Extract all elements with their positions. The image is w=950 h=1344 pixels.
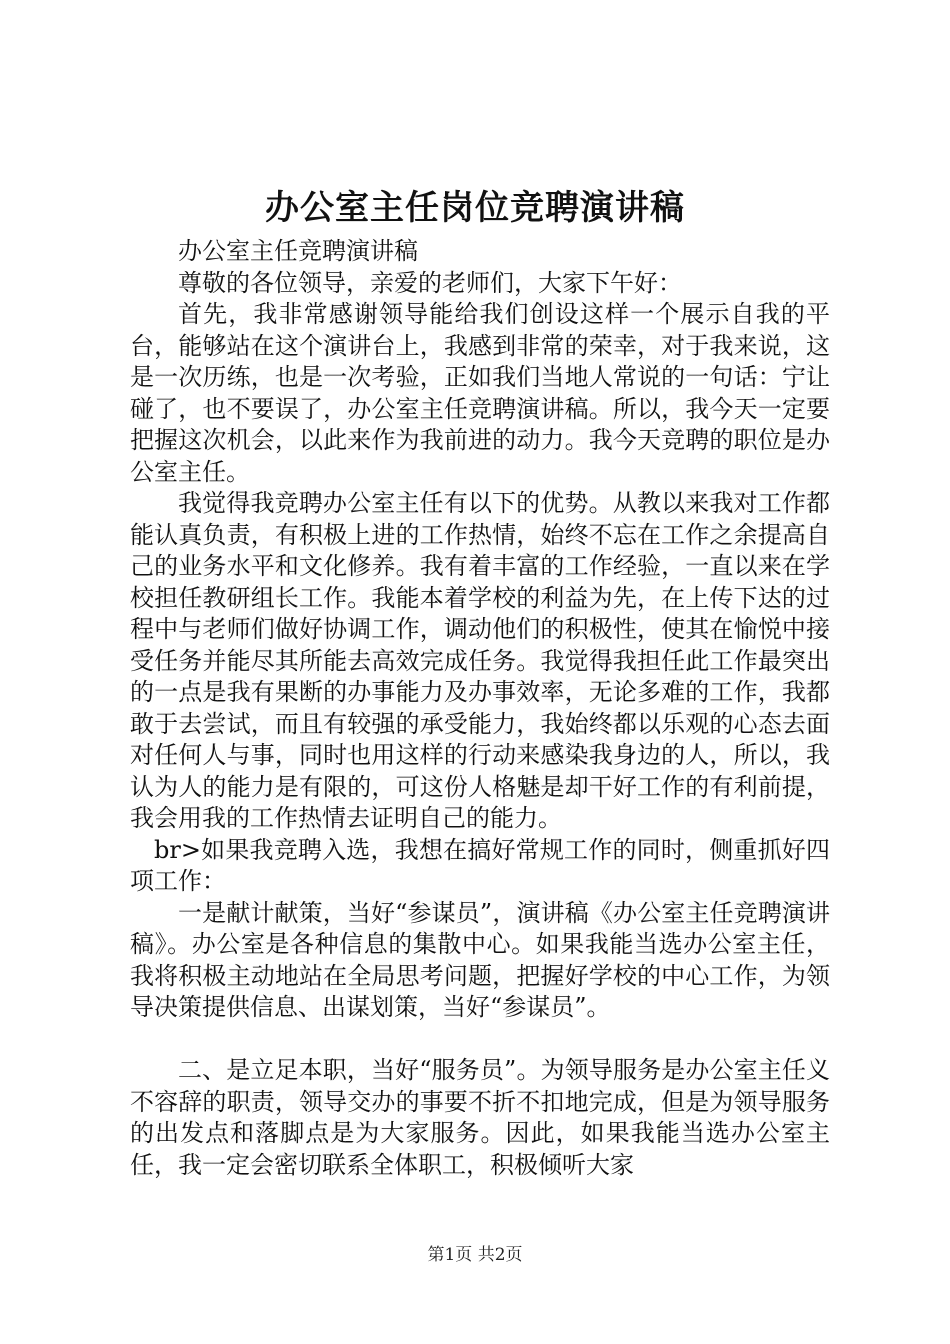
paragraph-plan: br>如果我竞聘入选，我想在搞好常规工作的同时，侧重抓好四项工作： (130, 835, 830, 895)
paragraph-point-two: 二、是立足本职，当好“服务员”。为领导服务是办公室主任义不容辞的职责，领导交办的事要不折不扣地完成，但是为领导服务的出发点和落脚点是为大家服务。因此，如果我能当选办公室主任，我一定会密切联系全体职工，积极倾听大家 (130, 1056, 830, 1179)
document-title: 办公室主任岗位竞聘演讲稿 (265, 188, 685, 228)
page-footer: 第1页 共2页 (427, 1245, 523, 1265)
paragraph-greeting: 尊敬的各位领导，亲爱的老师们，大家下午好： (178, 268, 682, 297)
document-body (130, 236, 830, 1181)
paragraph-subtitle: 办公室主任竞聘演讲稿 (178, 237, 418, 265)
paragraph-advantages: 我觉得我竞聘办公室主任有以下的优势。从教以来我对工作都能认真负责，有积极上进的工作热情，始终不忘在工作之余提高自己的业务水平和文化修养。我有着丰富的工作经验，一直以来在学校担任教研组长工作。我能本着学校的利益为先，在上传下达的过程中与老师们做好协调工作，调动他们的积极性，使其在愉悦中接受任务并能尽其所能去高效完成任务。我觉得我担任此工作最突出的一点是我有果断的办事能力及办事效率，无论多难的工作，我都敢于去尝试，而且有较强的承受能力，我始终都以乐观的心态去面对任何人与事，同时也用这样的行动来感染我身边的人，所以，我认为人的能力是有限的，可这份人格魅是却干好工作的有利前提，我会用我的工作热情去证明自己的能力。 (130, 489, 830, 832)
paragraph-point-one: 一是献计献策，当好“参谋员”，演讲稿《办公室主任竞聘演讲稿》。办公室是各种信息的集散中心。如果我能当选办公室主任，我将积极主动地站在全局思考问题，把握好学校的中心工作，为领导决策提供信息、出谋划策，当好“参谋员”。 (130, 898, 830, 1021)
paragraph-intro: 首先，我非常感谢领导能给我们创设这样一个展示自我的平台，能够站在这个演讲台上，我感到非常的荣幸，对于我来说，这是一次历练，也是一次考验，正如我们当地人常说的一句话：宁让碰了，也不要误了，办公室主任竞聘演讲稿。所以，我今天一定要把握这次机会，以此来作为我前进的动力。我今天竞聘的职位是办公室主任。 (130, 300, 830, 486)
